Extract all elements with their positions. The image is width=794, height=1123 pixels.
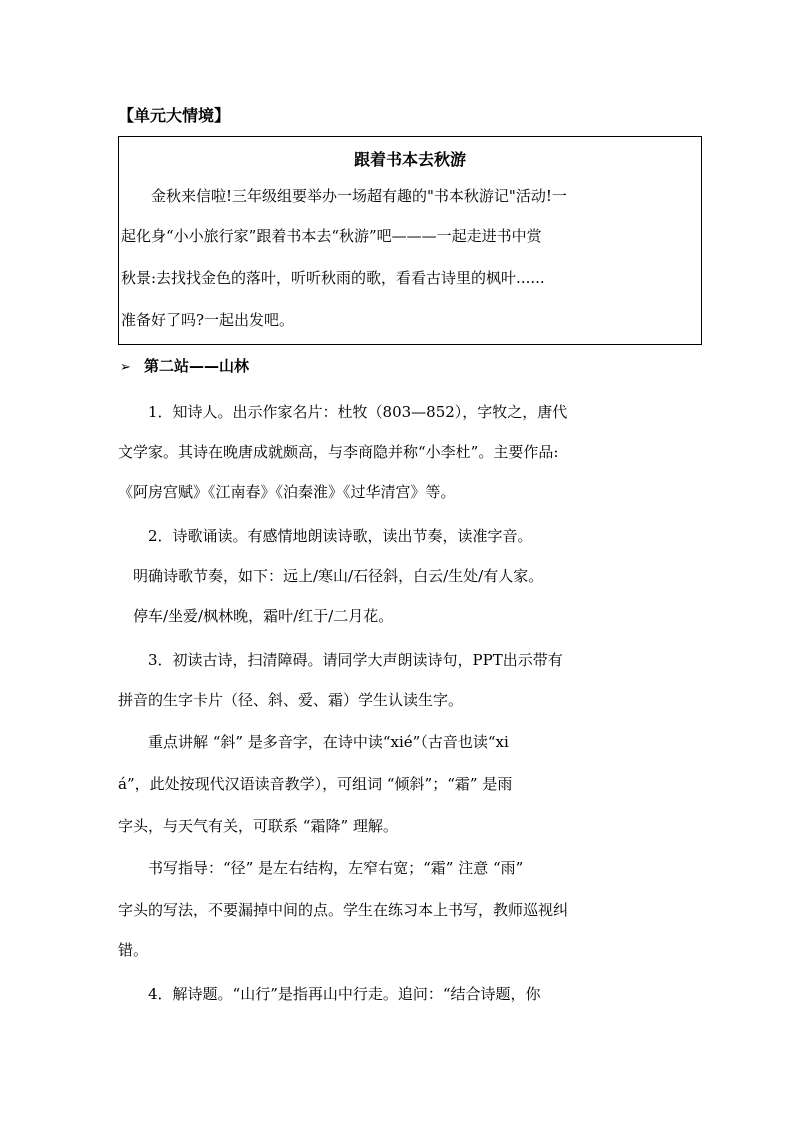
content-line: 停车/坐爱/枫林晚，霜叶/红于/二月花。: [118, 607, 394, 625]
content-line: 《阿房宫赋》《江南春》《泊秦淮》《过华清宫》等。: [118, 483, 456, 501]
scenario-title: 跟着书本去秋游: [353, 150, 466, 169]
content-line: 4．解诗题。“山行”是指再山中行走。追问：“结合诗题，你: [118, 985, 541, 1003]
content-line: 1．知诗人。出示作家名片：杜牧（803—852），字牧之，唐代: [118, 403, 568, 421]
content-line: 拼音的生字卡片（径、斜、爱、霜）学生认读生字。: [118, 691, 464, 709]
content-line: á”，此处按现代汉语读音教学），可组词 “倾斜”；“霜” 是雨: [118, 775, 513, 793]
content-line: 2．诗歌诵读。有感情地朗读诗歌，读出节奏，读准字音。: [118, 527, 533, 545]
content-line: 文学家。其诗在晚唐成就颇高，与李商隐并称“小李杜”。主要作品:: [118, 443, 559, 461]
content-line: 3．初读古诗，扫清障碍。请同学大声朗读诗句，PPT出示带有: [118, 651, 563, 669]
content-line: 重点讲解 “斜” 是多音字，在诗中读“xié”（古音也读“xi: [118, 733, 509, 751]
scenario-line: 起化身“小小旅行家”跟着书本去“秋游”吧———一起走进书中赏: [121, 227, 542, 245]
section-title: 【单元大情境】: [118, 106, 231, 125]
station-title: 第二站——山林: [144, 357, 250, 375]
arrow-bullet-icon: ➢: [120, 360, 131, 375]
station-heading: [120, 354, 249, 380]
scenario-line: 秋景:去找找金色的落叶，听听秋雨的歌，看看古诗里的枫叶......: [121, 269, 545, 287]
scenario-line: 准备好了吗?一起出发吧。: [121, 311, 295, 329]
content-line: 明确诗歌节奏，如下：远上/寒山/石径斜，白云/生处/有人家。: [118, 567, 544, 585]
scenario-line: 金秋来信啦!三年级组要举办一场超有趣的"书本秋游记"活动!一: [121, 187, 567, 205]
content-line: 字头，与天气有关，可联系 “霜降” 理解。: [118, 817, 398, 835]
scenario-box: [118, 136, 702, 345]
content-line: 错。: [118, 941, 149, 959]
content-line: 书写指导：“径” 是左右结构，左窄右宽；“霜” 注意 “雨”: [118, 859, 524, 877]
content-line: 字头的写法，不要漏掉中间的点。学生在练习本上书写，教师巡视纠: [118, 901, 569, 919]
